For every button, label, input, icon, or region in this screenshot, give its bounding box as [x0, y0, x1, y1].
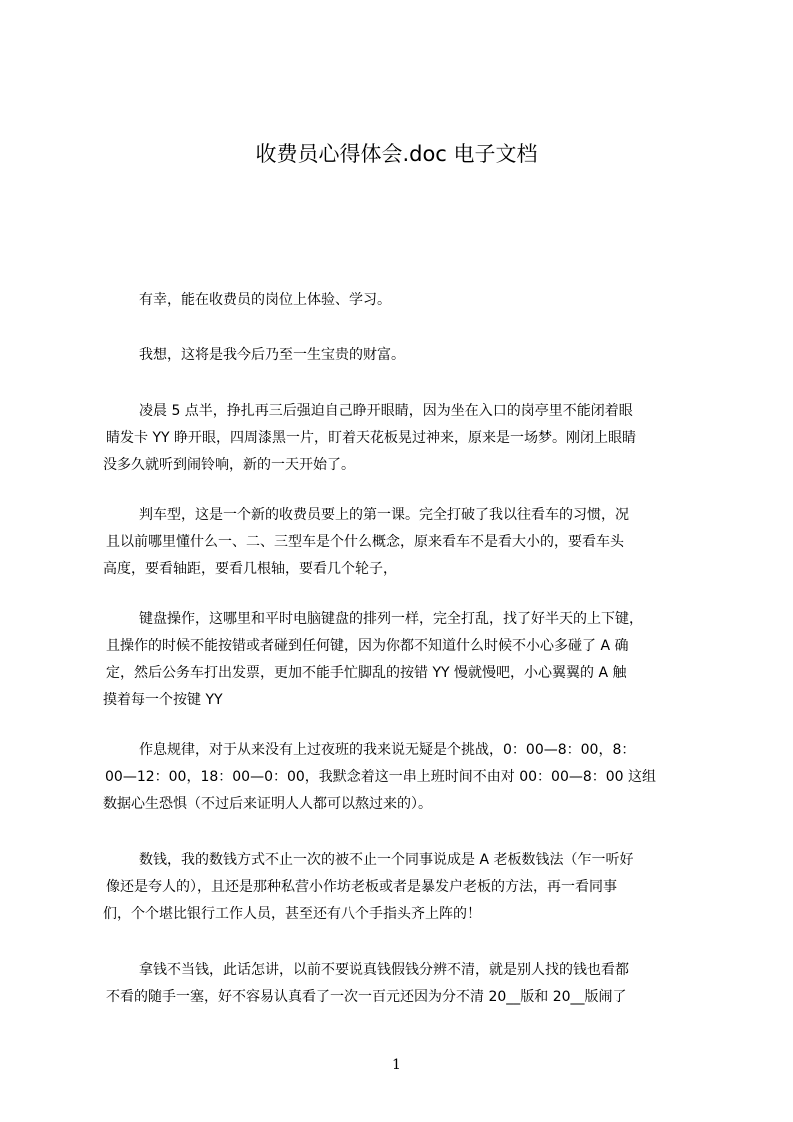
paragraph-line: 们，个个堪比银行工作人员，甚至还有八个手指头齐上阵的！: [103, 906, 481, 922]
paragraph-line: 高度，要看轴距，要看几根轴，要看几个轮子，: [103, 561, 397, 577]
paragraph-line: 数钱，我的数钱方式不止一次的被不止一个同事说成是 A 老板数钱法（乍一听好: [139, 852, 634, 868]
paragraph-line: 不看的随手一塞，好不容易认真看了一次一百元还因为分不清 20__版和 20__版闹了: [106, 989, 627, 1005]
paragraph-line: 且操作的时候不能按错或者碰到任何键，因为你都不知道什么时候不小心多碰了 A 确: [106, 638, 629, 654]
paragraph-line: 且以前哪里懂什么一、二、三型车是个什么概念，原来看车不是看大小的，要看车头: [106, 534, 624, 550]
paragraph-line: 像还是夸人的），且还是那种私营小作坊老板或者是暴发户老板的方法，再一看同事: [106, 879, 617, 895]
paragraph-line: 数据心生恐惧（不过后来证明人人都可以熬过来的）。: [103, 796, 432, 812]
paragraph-line: 00—12：00，18：00—0：00，我默念着这一串上班时间不由对 00：00—8：00 这组: [105, 769, 657, 785]
paragraph-line: 拿钱不当钱，此话怎讲，以前不要说真钱假钱分辨不清，就是别人找的钱也看都: [139, 962, 629, 978]
page-number: 1: [392, 1057, 401, 1073]
paragraph-line: 定，然后公务车打出发票，更加不能手忙脚乱的按错 YY 慢就慢吧，小心翼翼的 A 触: [106, 665, 627, 681]
paragraph-line: 没多久就听到闹铃响，新的一天开始了。: [103, 457, 355, 473]
document-title: 收费员心得体会.doc 电子文档: [255, 142, 538, 166]
paragraph-line: 键盘操作，这哪里和平时电脑键盘的排列一样，完全打乱，找了好半天的上下键，: [139, 611, 643, 627]
paragraph-line: 作息规律，对于从来没有上过夜班的我来说无疑是个挑战，0：00—8：00，8：: [139, 742, 636, 758]
paragraph-line: 我想，这将是我今后乃至一生宝贵的财富。: [139, 347, 405, 363]
paragraph-line: 摸着每一个按键 YY: [103, 692, 223, 708]
paragraph-line: 有幸，能在收费员的岗位上体验、学习。: [139, 292, 391, 308]
paragraph-line: 凌晨 5 点半，挣扎再三后强迫自己睁开眼睛，因为坐在入口的岗亭里不能闭着眼: [139, 403, 633, 419]
paragraph-line: 睛发卡 YY 睁开眼，四周漆黑一片，盯着天花板晃过神来，原来是一场梦。刚闭上眼睛: [106, 430, 637, 446]
paragraph-line: 判车型，这是一个新的收费员要上的第一课。完全打破了我以往看车的习惯，况: [139, 507, 629, 523]
